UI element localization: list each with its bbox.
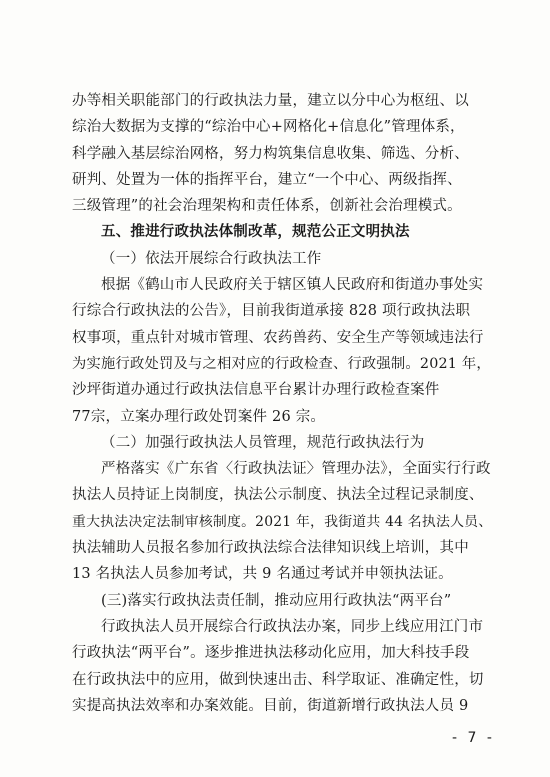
paragraph-line: 研判、处置为一体的指挥平台，建立“一个中心、两级指挥、 xyxy=(72,171,462,188)
section-heading: 五、推进行政执法体制改革，规范公正文明执法 xyxy=(101,224,410,241)
paragraph-line: 行政执法“两平台”。逐步推进执法移动化应用，加大科技手段 xyxy=(72,645,470,662)
paragraph-line: 权事项，重点针对城市管理、农药兽药、安全生产等领域违法行 xyxy=(72,329,484,346)
paragraph-line: 重大执法决定法制审核制度。2021 年，我街道共 44 名执法人员、 xyxy=(72,513,493,530)
paragraph-line: 执法辅助人员报名参加行政执法综合法律知识线上培训，其中 xyxy=(72,540,469,557)
paragraph-line: 77宗，立案办理行政处罚案件 26 宗。 xyxy=(72,408,326,425)
paragraph-line: 执法人员持证上岗制度，执法公示制度、执法全过程记录制度、 xyxy=(72,487,484,504)
subsection-heading: （二）加强行政执法人员管理，规范行政执法行为 xyxy=(101,434,425,451)
paragraph-line: 三级管理”的社会治理架构和责任体系，创新社会治理模式。 xyxy=(72,198,462,215)
paragraph-line: 综治大数据为支撑的“综治中心+网格化+信息化”管理体系， xyxy=(72,119,465,136)
page-number: - 7 - xyxy=(452,730,495,746)
paragraph-line: 严格落实《广东省〈行政执法证〉管理办法》，全面实行行政 xyxy=(101,461,491,478)
paragraph-line: 行综合行政执法的公告》，目前我街道承接 828 项行政执法职 xyxy=(72,303,471,320)
paragraph-line: 行政执法人员开展综合行政执法办案，同步上线应用江门市 xyxy=(101,618,484,635)
subsection-heading: （一）依法开展综合行政执法工作 xyxy=(101,250,322,267)
paragraph-line: 为实施行政处罚及与之相对应的行政检查、行政强制。2021 年， xyxy=(72,355,491,372)
paragraph-line: 沙坪街道办通过行政执法信息平台累计办理行政检查案件 xyxy=(72,382,440,399)
subsection-heading: (三)落实行政执法责任制，推动应用行政执法“两平台” xyxy=(101,592,452,609)
paragraph-line: 科学融入基层综治网格，努力构筑集信息收集、筛选、分析、 xyxy=(72,145,469,162)
paragraph-line: 在行政执法中的应用，做到快速出击、科学取证、准确定性，切 xyxy=(72,671,484,688)
paragraph-line: 13 名执法人员参加考试，共 9 名通过考试并申领执法证。 xyxy=(72,566,453,583)
document-body xyxy=(72,88,492,719)
paragraph-line: 办等相关职能部门的行政执法力量，建立以分中心为枢纽、以 xyxy=(72,93,469,109)
paragraph-line: 实提高执法效率和办案效能。目前，街道新增行政执法人员 9 xyxy=(72,697,469,714)
paragraph-line: 根据《鹤山市人民政府关于辖区镇人民政府和街道办事处实 xyxy=(101,277,484,294)
